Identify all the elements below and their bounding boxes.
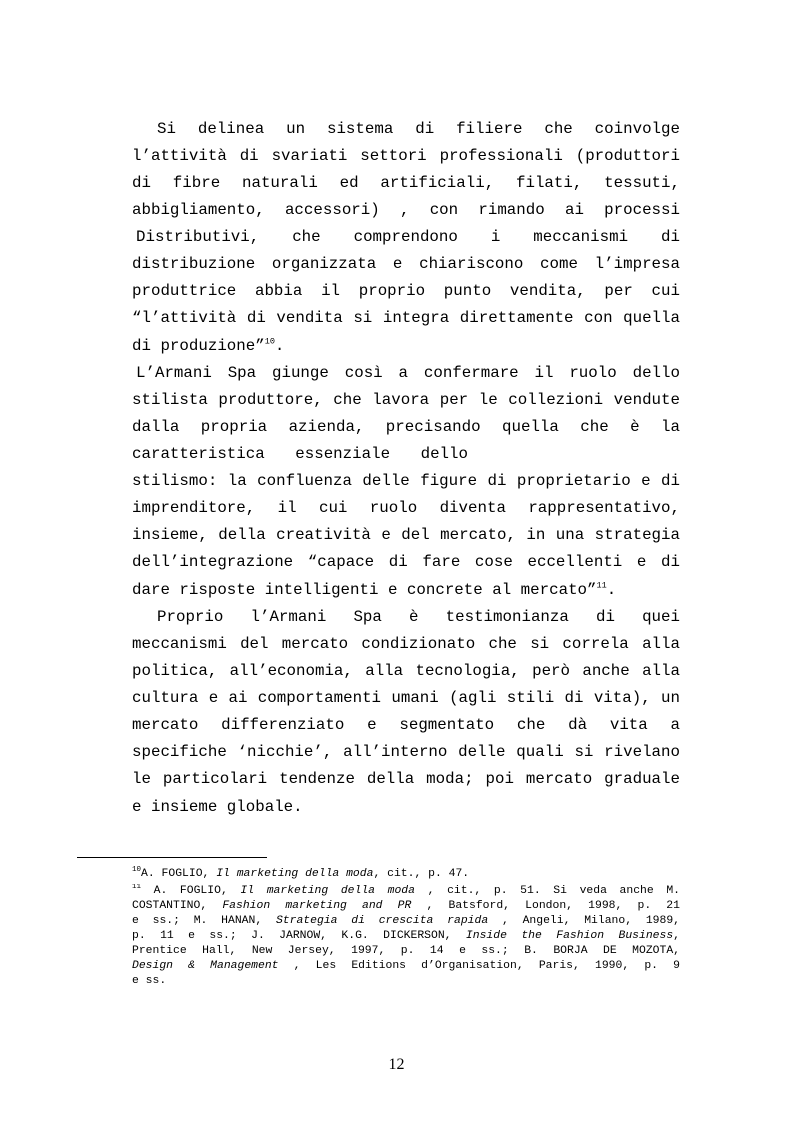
footnote-10 (132, 867, 680, 882)
footnote-line (132, 929, 680, 944)
text-line: Distributivi, che comprendono i meccanismi di (136, 228, 680, 246)
text-span: di produzione” (132, 337, 265, 355)
text-line: stilista produttore, che lavora per le collezioni vendute (132, 391, 680, 409)
text-line: meccanismi del mercato condizionato che si correla alla (132, 635, 680, 653)
text-line: stilismo: la confluenza delle figure di proprietario e di (132, 472, 680, 490)
text-line: L’Armani Spa giunge così a confermare il ruolo dello (136, 364, 680, 382)
text-line (132, 577, 680, 604)
book-title: Il marketing della moda (240, 885, 415, 897)
text-span: . (606, 581, 617, 599)
text-span: , (673, 930, 680, 942)
text-span: e ss.; M. HANAN, (132, 915, 276, 927)
text-span: A. FOGLIO, (141, 868, 217, 880)
text-line: insieme, della creatività e del mercato, in una strategia (132, 526, 680, 544)
text-line: di fibre naturali ed artificiali, filati, tessuti, (132, 174, 680, 192)
text-line: politica, all’economia, alla tecnologia, però anche alla (132, 662, 680, 680)
text-line: dell’integrazione “capace di fare cose eccellenti e di (132, 553, 680, 571)
text-line: abbigliamento, accessori) , con rimando ai processi (132, 201, 680, 219)
footnote-line (132, 914, 680, 929)
text-line: “l’attività di vendita si integra direttamente con quella (132, 309, 680, 327)
footnote-line: Prentice Hall, New Jersey, 1997, p. 14 e ss.; B. BORJA DE MOZOTA, (132, 945, 680, 957)
text-line: cultura e ai comportamenti umani (agli stili di vita), un (132, 689, 680, 707)
footnote-11 (132, 884, 680, 899)
book-title: Design & Management (132, 960, 279, 972)
page-number: 12 (388, 1056, 405, 1073)
footnote-number: 11 (132, 884, 142, 892)
text-span: A. FOGLIO, (153, 885, 241, 897)
text-line: Si delinea un sistema di filiere che coinvolge (157, 120, 680, 138)
text-line (132, 333, 680, 360)
book-title: Inside the Fashion Business (465, 930, 674, 942)
footnote-line: e ss. (132, 975, 167, 987)
text-span: dare risposte intelligenti e concrete al mercato” (132, 581, 597, 599)
text-line: caratteristica essenziale dello (132, 445, 468, 463)
text-line: dalla propria azienda, precisando quella che è la (132, 418, 680, 436)
text-line: e insieme globale. (132, 798, 303, 816)
book-title: Strategia di crescita rapida (275, 915, 489, 927)
text-line: mercato differenziato e segmentato che dà vita a (132, 716, 680, 734)
text-span: , Batsford, London, 1998, p. 21 (426, 900, 680, 912)
book-title: Il marketing della moda (216, 868, 374, 880)
text-line: imprenditore, il cui ruolo diventa rappresentativo, (132, 499, 680, 517)
text-span: . (274, 337, 285, 355)
text-span: , Angeli, Milano, 1989, (501, 915, 680, 927)
text-line: le particolari tendenze della moda; poi mercato graduale (132, 770, 680, 788)
text-span: , Les Editions d’Organisation, Paris, 1990, p. 9 (293, 960, 680, 972)
footnote-line (132, 899, 680, 914)
footnote-ref-10: 10 (264, 336, 275, 347)
book-title: Fashion marketing and PR (222, 900, 412, 912)
text-span: , cit., p. 51. Si veda anche M. (427, 885, 680, 897)
text-line: specifiche ‘nicchie’, all’interno delle quali si rivelano (132, 743, 680, 761)
footnote-line (132, 959, 680, 974)
footnote-separator (77, 857, 267, 858)
text-span: , cit., p. 47. (373, 868, 470, 880)
text-line: distribuzione organizzata e chiariscono come l’impresa (132, 255, 680, 273)
text-span: p. 11 e ss.; J. JARNOW, K.G. DICKERSON, (132, 930, 466, 942)
text-span: COSTANTINO, (132, 900, 223, 912)
text-line: Proprio l’Armani Spa è testimonianza di quei (157, 608, 680, 626)
text-line: l’attività di svariati settori professionali (produttori (132, 147, 680, 165)
footnote-number: 10 (132, 866, 142, 875)
text-line: produttrice abbia il proprio punto vendita, per cui (132, 282, 680, 300)
footnote-ref-11: 11 (596, 580, 607, 591)
